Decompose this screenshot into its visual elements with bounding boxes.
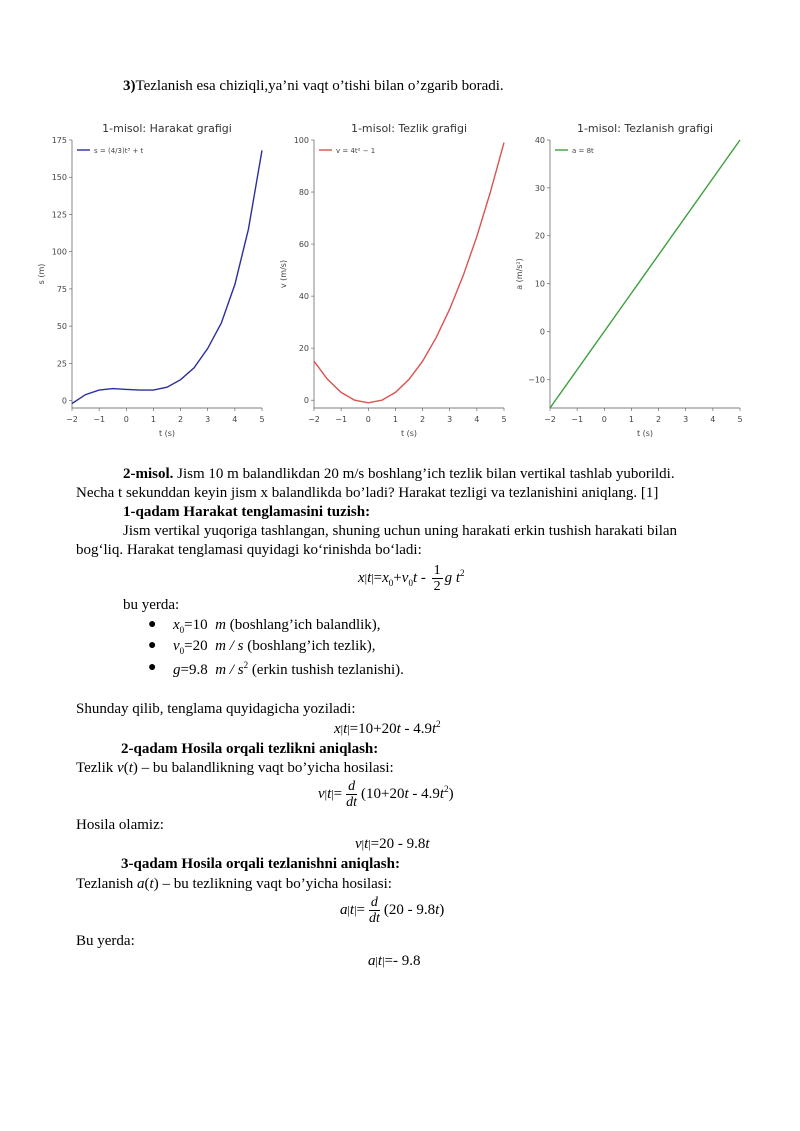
y-tick-label: 80 [298, 188, 309, 198]
y-tick-label: 0 [539, 327, 545, 337]
x-tick-label: 5 [737, 415, 743, 424]
step3-here: Bu yerda: [76, 933, 135, 949]
chart-title: 1-misol: Tezlanish grafigi [576, 122, 714, 135]
example2-label: 2-misol. [123, 466, 174, 482]
equation-velocity: v|t|=20 - 9.8t [355, 836, 430, 852]
x-axis-label: t (s) [158, 429, 176, 438]
x-tick-label: 1 [392, 415, 398, 424]
y-tick-label: 10 [534, 279, 545, 289]
x-tick-label: −2 [544, 415, 556, 424]
x-tick-label: 0 [601, 415, 607, 424]
equation-acceleration-derivative: a|t|= $\frac{d}{dt}$ (20 - 9.8t) [340, 895, 445, 926]
step3-post: – bu tezlikning vaqt bo’yicha hosilasi: [158, 876, 392, 892]
step2-take: Hosila olamiz: [76, 817, 164, 833]
example2-line1 [123, 466, 675, 483]
legend-label: v = 4t² − 1 [336, 147, 376, 155]
x-axis-label: t (s) [636, 429, 654, 438]
bullet-x0: $x_0=10$ m (boshlang’ich balandlik), [173, 617, 381, 635]
x-tick-label: 2 [178, 415, 184, 424]
series-line [314, 143, 504, 403]
x-tick-label: 1 [150, 415, 156, 424]
y-tick-label: 0 [61, 396, 67, 406]
y-tick-label: 40 [534, 136, 545, 145]
example2-text2: Necha t sekunddan keyin jism x balandlikda bo’ladi? Harakat tezligi va tezlanishini aniqlang. [1] [76, 485, 659, 501]
bullet-g: g=9.8 m / $s^2$ (erkin tushish tezlanishi). [173, 660, 404, 678]
x-tick-label: −2 [66, 415, 78, 424]
intro-number: 3) [123, 78, 136, 94]
step2-heading: 2-qadam Hosila orqali tezlikni aniqlash: [121, 741, 379, 757]
bullet-g-text: (erkin tushish tezlanishi). [248, 662, 404, 678]
y-tick-label: 40 [298, 292, 309, 302]
y-tick-label: 125 [51, 210, 67, 220]
step2-paragraph: Tezlik v(t) – bu balandlikning vaqt bo’yicha hosilasi: [76, 760, 394, 776]
x-tick-label: 5 [259, 415, 265, 424]
x-tick-label: −2 [308, 415, 320, 424]
y-tick-label: 30 [534, 183, 545, 193]
y-tick-label: 60 [298, 240, 309, 250]
step3-pre: Tezlanish [76, 876, 138, 892]
step1-summary: Shunday qilib, tenglama quyidagicha yoziladi: [76, 701, 356, 717]
y-tick-label: 20 [534, 231, 545, 241]
x-tick-label: 3 [205, 415, 211, 424]
y-tick-label: 150 [51, 173, 67, 183]
x-tick-label: −1 [571, 415, 584, 424]
x-tick-label: −1 [335, 415, 348, 424]
intro-text: Tezlanish esa chiziqli,ya’ni vaqt o’tishi bilan o’zgarib boradi. [135, 78, 504, 94]
equation-acceleration: a|t|=- 9.8 [368, 953, 421, 969]
y-tick-label: 100 [293, 136, 309, 145]
legend-label: s = (4/3)t³ + t [94, 147, 144, 155]
equation-velocity-derivative: v|t|= $\frac{d}{dt}$ $(10+20t - 4.9t^2)$ [318, 779, 454, 810]
x-tick-label: 0 [365, 415, 371, 424]
chart-title: 1-misol: Tezlik grafigi [350, 122, 468, 135]
x-tick-label: 3 [447, 415, 453, 424]
step1-paragraph-line1: Jism vertikal yuqoriga tashlangan, shuning uchun uning harakati erkin tushish harakati bilan [123, 523, 678, 539]
chart-title: 1-misol: Harakat grafigi [102, 122, 232, 135]
step3-heading: 3-qadam Hosila orqali tezlanishni aniqlash: [121, 856, 400, 872]
step1-where: bu yerda: [123, 597, 180, 613]
x-tick-label: 3 [683, 415, 689, 424]
series-line [72, 150, 262, 403]
intro-line [123, 78, 504, 95]
x-axis-label: t (s) [400, 429, 418, 438]
step2-post: – bu balandlikning vaqt bo’yicha hosilasi: [137, 760, 394, 776]
y-tick-label: 0 [303, 396, 309, 406]
y-tick-label: 25 [56, 359, 67, 369]
y-tick-label: 50 [56, 322, 67, 332]
x-tick-label: 2 [656, 415, 662, 424]
y-tick-label: 100 [51, 247, 67, 257]
legend-label: a = 8t [572, 147, 594, 155]
y-axis-label: v (m/s) [279, 259, 288, 289]
bullet-dot: ● [148, 638, 157, 653]
chart-velocity [272, 118, 512, 443]
bullet-dot: ● [148, 660, 157, 675]
x-tick-label: 4 [710, 415, 716, 424]
x-tick-label: −1 [93, 415, 106, 424]
x-tick-label: 0 [123, 415, 129, 424]
series-line [550, 140, 740, 408]
y-tick-label: 75 [56, 284, 67, 294]
x-tick-label: 2 [420, 415, 426, 424]
step1-heading: 1-qadam Harakat tenglamasini tuzish: [123, 504, 371, 520]
equation-motion-specific: $x|t|=10+20t - 4.9t^2$ [334, 719, 441, 737]
example2-text1: Jism 10 m balandlikdan 20 m/s boshlang’ich tezlik bilan vertikal tashlab yuborildi. [173, 466, 675, 482]
chart-position [30, 118, 270, 443]
bullet-x0-text: (boshlang’ich balandlik), [225, 617, 381, 633]
bullet-v0: $v_0=20$ m / s (boshlang’ich tezlik), [173, 638, 376, 656]
y-axis-label: a (m/s²) [515, 258, 524, 290]
step1-paragraph-line2: bog‘liq. Harakat tenglamasi quyidagi ko‘rinishda bo‘ladi: [76, 542, 422, 558]
y-tick-label: 175 [51, 136, 67, 145]
step3-paragraph: Tezlanish a(t) – bu tezlikning vaqt bo’yicha hosilasi: [76, 876, 392, 892]
y-axis-label: s (m) [37, 263, 46, 285]
bullet-dot: ● [148, 617, 157, 632]
x-tick-label: 4 [474, 415, 480, 424]
bullet-v0-text: (boshlang’ich tezlik), [243, 638, 376, 654]
step2-pre: Tezlik [76, 760, 118, 776]
chart-acceleration [508, 118, 748, 443]
equation-motion-general: $x|t|=x_0+v_0t$ - $\frac{1}{2}$ g $t^2$ [358, 563, 465, 594]
y-tick-label: −10 [528, 375, 545, 385]
x-tick-label: 1 [628, 415, 634, 424]
y-tick-label: 20 [298, 344, 309, 354]
x-tick-label: 5 [501, 415, 507, 424]
x-tick-label: 4 [232, 415, 238, 424]
